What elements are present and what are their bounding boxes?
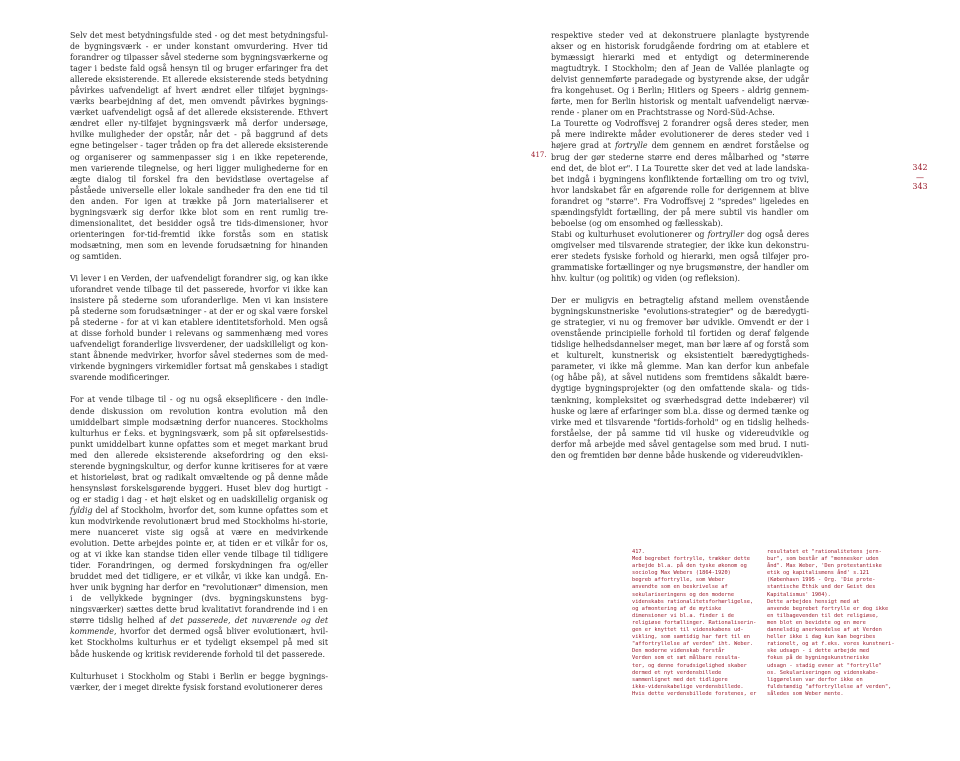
- footnote-line: stantische Ethik und der Geist des: [767, 584, 876, 591]
- text-run: Vi lever i en Verden, der uafvendeligt forandrer sig, og kan ikke uforandret vende tilbage til det passerede, hvorfor vi ikke kan insistere på stederne som uforanderlige. Men vi kan insistere på stederne som forudsætninger - at der er og skal være forskel på stederne - for at vi kan etablere identitetsforhold. Men også at disse forhold bunder i relevans og sammenhæng med vores uafvendeligt foranderlige livsverdener, der uadskilleligt og kon-stant åbnende medvirker, hvorfor såvel stedernes som de med-virkende bygningers virkemidler fortsat må genskabes i stadigt svarende modificeringer.: [70, 273, 328, 383]
- body-paragraph: [551, 295, 809, 461]
- footnote-line: dimensioner vi bl.a. finder i de: [632, 612, 735, 619]
- body-paragraph: [551, 30, 809, 118]
- page-number-separator: —: [916, 172, 924, 182]
- text-run: respektive steder ved at dekonstruere planlagte bystyrende akser og en historisk forudgående fordring om at etablere et bymæssigt hierarki med et entydigt og determinerende magtudtryk. I Stockholm; den af Jean de Vallée planlagte og delvist gennemførte paradegade og bystyrende akse, der udgår fra kongehuset. Og i Berlin; Hitlers og Speers - aldrig gennem-førte, men for Berlin historisk og mentalt uafvendeligt nærvæ-rende - planer om en Prachtstrasse og Nord-Süd-Achse.: [551, 31, 809, 118]
- footnote-line: heller ikke i dag kun kan begribes: [767, 634, 876, 641]
- page-number-block: [908, 163, 932, 192]
- italic-term: fortryller: [707, 229, 744, 239]
- footnote-line: (København 1995 - Org. 'Die prote-: [767, 577, 876, 584]
- body-paragraph: [70, 273, 328, 383]
- text-run: Stabi og kulturhuset evolutionerer og: [551, 229, 708, 239]
- footnote-line: resultatet et "rationalitetens jern-: [767, 549, 882, 555]
- footnote-line: os. Sekulariseringen og videnskabe-: [767, 669, 879, 676]
- footnote-line: men blot en bevidste og en mere: [767, 619, 866, 626]
- footnote-line: "affortryllelse af verden" iht. Weber.: [632, 641, 754, 648]
- text-run: For at vende tilbage til - og nu også ekseplificere - den indle-dende diskussion om revolution kontra evolution må den umiddelbart simple modsætning derfor nuanceres. Stockholms kulturhus er f.eks. et bygningsværk, som på sit opførelsestids-punkt umiddelbart kunne opfattes som et meget markant brud med den allerede eksisterende aksefordring og den eksi-sterende bygningskultur, og derfor kunne kritiseres for at være et historieløst, brat og radikalt omvæltende og på denne måde hensynsløst forskelsgørende byggeri. Huset blev dog hurtigt - og er stadig i dag - et højt elsket og en uadskillelig organisk og: [70, 395, 328, 504]
- footnote-line: ikke-videnskabelige verdensbillede.: [632, 683, 744, 690]
- footnote-line: en tilbagevenden til det religiøse,: [767, 612, 879, 619]
- body-paragraph: [551, 229, 809, 284]
- footnote-line: dermed et nyt verdensbillede: [632, 669, 722, 676]
- body-paragraph: [551, 118, 809, 228]
- body-paragraph: [70, 30, 328, 262]
- footnote-line: fokus på de bygningskunstneriske: [767, 655, 870, 662]
- footnote-line: sociolog Max Webers (1864-1920): [632, 570, 731, 577]
- text-run: La Tourette og Vodroffsvej 2 forandrer også deres steder, men på mere indirekte måder evolutionerer de deres steder ved i højere grad at: [551, 119, 809, 151]
- footnote-line: udsagn - stadig evner at "fortrylle": [767, 662, 882, 669]
- body-paragraph: [70, 671, 328, 693]
- footnote-line: vikling, som samtidig har ført til en: [632, 634, 750, 641]
- footnote-marker: 417.: [531, 151, 547, 159]
- text-run: dog også deres omgivelser med tilsvarende strategier, der ikke kun dekonstru-erer stedets fysiske forhold og hierarki, men også tilføjer pro-grammatiske fortællinger og nye brugsmønstre, der handler om hhv. kultur (og politik) og viden (og refleksion).: [551, 229, 809, 284]
- left-page-text-column: [70, 30, 328, 693]
- footnote-line: 417.: [632, 549, 645, 555]
- footnote-line: således som Weber mente.: [767, 690, 844, 697]
- footnote-line: arbejde bl.a. på den tyske økonom og: [632, 563, 747, 570]
- footnote-line: fuldstændig "affortryllelse af verden",: [767, 683, 892, 690]
- right-page-text-column: [551, 30, 809, 461]
- footnote-line: rationelt, og at f.eks. vores kunstneri-: [767, 641, 895, 648]
- text-run: del af Stockholm, hvorfor det, som kunne opfattes som et kun modvirkende revolutionært brud med Stockholms hi-storie, mere nuanceret viste sig også at være en medvirkende evolution. Dette arbejdes pointe er, at tiden er et vilkår for os, og at vi ikke kan standse tiden eller vende tilbage til tidligere tider. Forandringen, og dermed forskydningen fra og/eller bruddet med det tidligere, er et vilkår, vi ikke kan undgå. En-hver unik bygning har derfor en "revolutionær" dimension, men i de vellykkede bygninger (dvs. bygningskunstens byg-ningsværker) sættes dette brud kvalitativt forandrende ind i en større tidslig helhed af: [70, 505, 328, 626]
- text-run: Selv det mest betydningsfulde sted - og det mest betydningsful-de bygningsværk - er under konstant omvurdering. Hver tid forandrer og tilpasser såvel stederne som bygningsværkerne og tager i bedste fald også hensyn til og bruger erfaringer fra det allerede eksisterende. Et allerede eksisterende steds betydning påvirkes uafvendeligt af hvert ændret eller tilføjet bygnings-værks bearbejdning af det, men omvendt påvirkes bygnings-værket uafvendeligt også af det allerede eksisterende. Ethvert ændret eller ny-tilføjet bygningsværk må derfor undersøge, hvilke muligheder der opstår, når det - på baggrund af dets egne betingelser - tager tråden op fra det allerede eksisterende og organiserer og sammenpasser sig i en ikke repeterende, men varierende tilegnelse, og heri ligger mulighederne for en ægte dialog til forskel fra den bevidstløse overtagelse af påståede universelle eller lokale sandheder fra den ene tid til den anden. For igen at trække på Jorn materialiserer et bygningsværk sig derfor ikke blot som en rent rumlig tre-dimensionalitet, det besidder også tre tids-dimensioner, hvor orienteringen for-tid-fremtid ikke forstås som en statisk modsætning, men som en levende forudsætning for hinanden og samtiden.: [70, 31, 328, 261]
- body-paragraph: [70, 394, 328, 659]
- text-run: dem gennem en ændret forståelse og brug der gør stederne større end deres målbarhed og "større end det, de blot er". I La Tourette sker det ved at lade landska-bet indgå i bygningens konfliktende fortælling om tro og tvivl, hvor landskabet får en afgørende rolle for derigennem at blive forandret og "større". Fra Vodroffsvej 2 "spredes" ligeledes en spændingsfyldt fortælling, der på mere subtil vis handler om beboelse (og om ensomhed og fællesskab).: [551, 141, 809, 228]
- footnote-line: ånd". Max Weber, 'Den protestantiske: [767, 563, 882, 570]
- footnote-line: Kapitalismus' 1904).: [767, 591, 831, 598]
- footnote-line: begreb affortrylle, som Weber: [632, 577, 725, 584]
- footnote-column-2: [767, 549, 895, 698]
- footnote-column-1: [632, 549, 758, 698]
- footnote-line: videnskabs rationalitetsforhærligelse,: [632, 598, 754, 605]
- footnote-line: etik og kapitalismens ånd' s.121: [767, 570, 870, 577]
- italic-term: fortrylle: [614, 141, 648, 151]
- page-number-right: 343: [912, 182, 928, 191]
- footnote-line: Med begrebet fortrylle, trækker dette: [632, 556, 750, 563]
- footnote-line: liggørelsen var derfor ikke en: [767, 676, 863, 683]
- footnote-line: sekulariseringens og den moderne: [632, 591, 735, 598]
- footnote-line: Dette arbejdes hensigt med at: [767, 598, 860, 605]
- footnote-line: bur", som består af "mennesker uden: [767, 556, 879, 563]
- footnote-line: sammenlignet med det tidligere: [632, 676, 728, 683]
- footnote-line: og afmontering af de mytiske: [632, 605, 722, 612]
- footnote-line: dannelsdig anerkendelse af at Verden: [767, 627, 882, 634]
- footnote-line: Verden som et sæt målbare resulta-: [632, 655, 741, 662]
- footnote-line: Den moderne videnskab forstår: [632, 648, 725, 655]
- italic-term: det passerede, det nuværende og det kommende: [70, 616, 328, 637]
- footnote-line: Hvis dette verdensbillede forstenes, er: [632, 690, 757, 697]
- page-number-left: 342: [912, 163, 928, 172]
- footnote-line: anvendte som en beskrivelse af: [632, 584, 728, 591]
- footnote-line: ske udsagn - i dette arbejde med: [767, 648, 870, 655]
- footnote-line: gen er knyttet til videnskabens ud-: [632, 627, 744, 634]
- footnote-line: anvende begrebet fortrylle er dog ikke: [767, 605, 889, 612]
- text-run: Der er muligvis en betragtelig afstand mellem ovenstående bygningskunstneriske "evolutions-strategier" og de bæredygti-ge strategier, vi nu og fremover bør udvikle. Omvendt er der i ovenstående principielle forhold til fortiden og deraf følgende tidslige helhedsdannelser meget, man bør lære af og forstå som et kulturelt, kunstnerisk og eksistentielt bæredygtigheds-parameter, vi ikke må glemme. Man kan derfor kun anbefale (og håbe på), at såvel nutidens som fremtidens såkaldt bære-dygtige bygningsprojekter (og den omfattende skala- og tids-tænkning, kompleksitet og sværhedsgrad dette indebærer) vil huske og lære af erfaringer som bl.a. disse og dermed tænke og virke med et tilsvarende "fortids-forhold" og en tidslig helheds-forståelse, der på samme tid vil huske og videreudvikle og derfor må arbejde med såvel gentagelse som med brud. I nuti-den og fremtiden bør denne både huskende og videreudviklen-: [551, 296, 809, 460]
- footnote-line: religiøse fortællinger. Rationaliserin-: [632, 619, 757, 626]
- text-run: , hvorfor det dermed også bliver evolutionært, hvil-ket Stockholms kulturhus er et tydeligt eksempel på med sit både huskende og kritisk reviderende forhold til det passerede.: [70, 627, 328, 659]
- italic-term: fyldig: [70, 505, 93, 515]
- text-run: Kulturhuset i Stockholm og Stabi i Berlin er begge bygnings-værker, der i meget direkte fysisk forstand evolutionerer deres: [70, 671, 328, 692]
- footnote-line: ter, og denne forudsigelighed skaber: [632, 662, 747, 669]
